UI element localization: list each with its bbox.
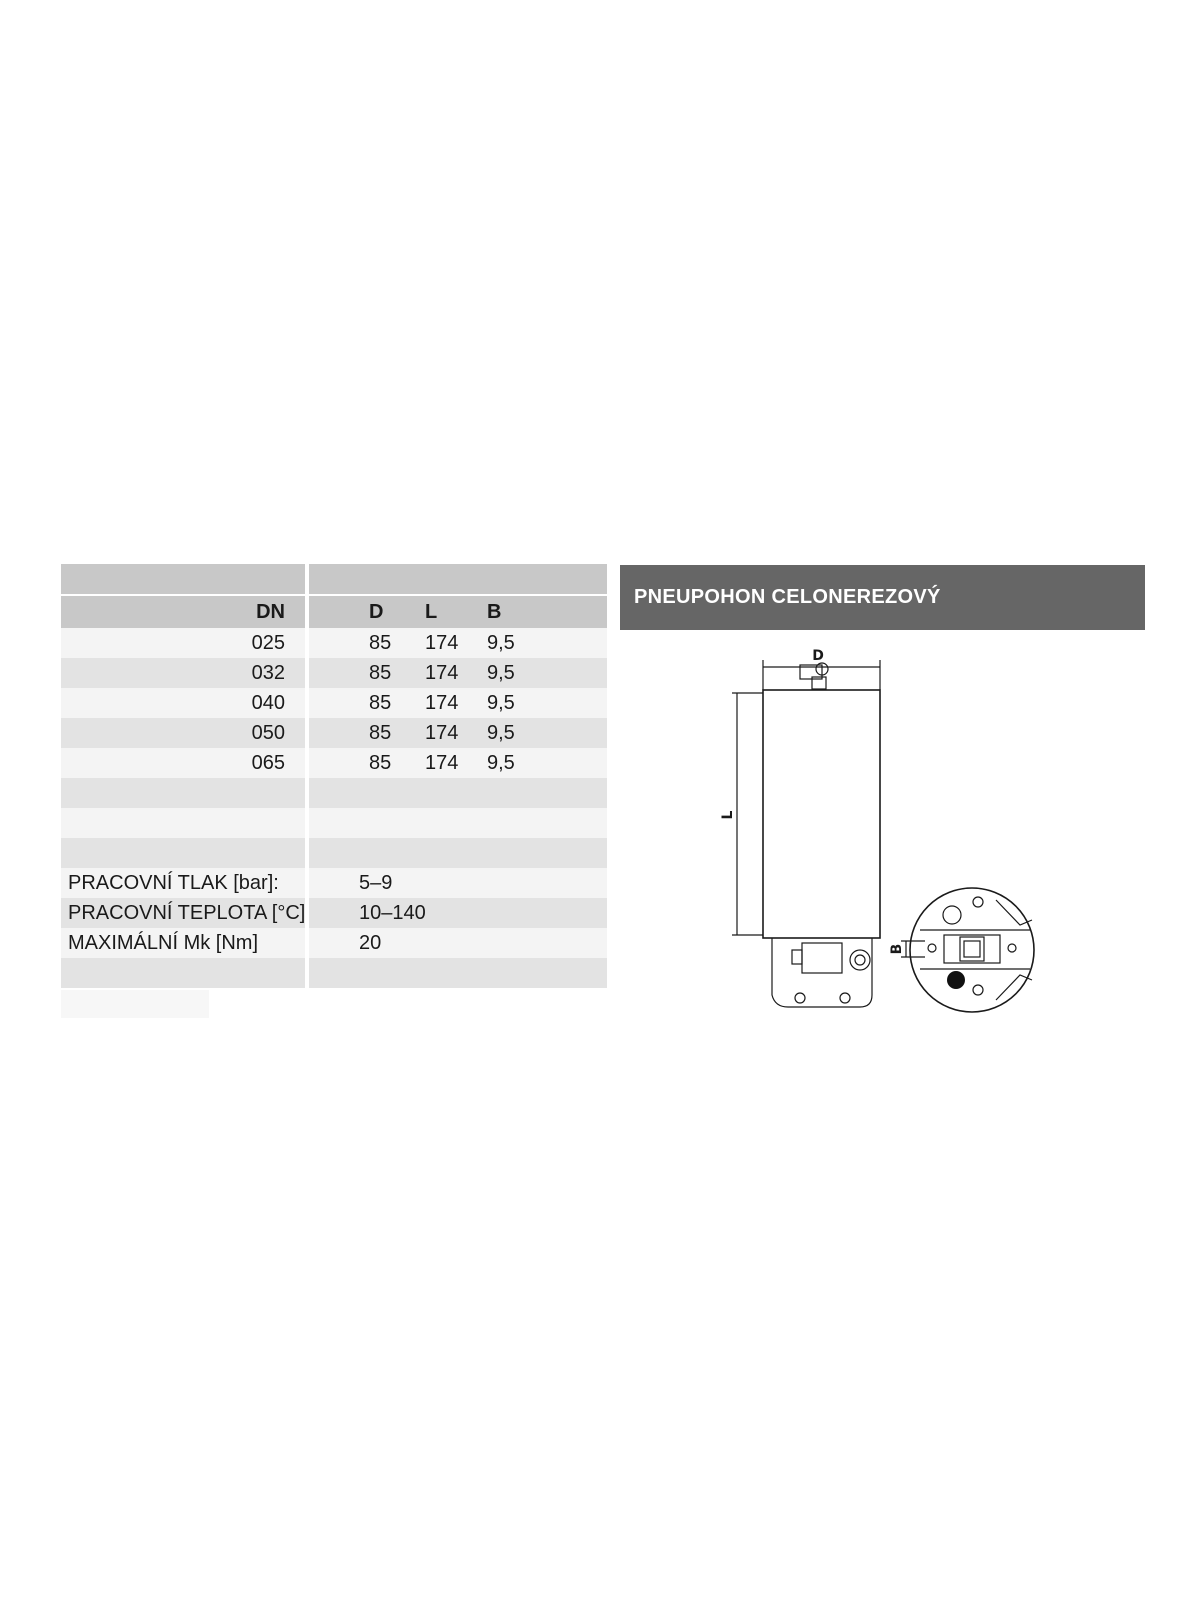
dim-label-b: B: [889, 943, 905, 955]
table-tail-band: [61, 990, 209, 1018]
param-label: MAXIMÁLNÍ Mk [Nm]: [68, 931, 259, 954]
table-empty-row: [61, 808, 607, 838]
param-value: 10–140: [359, 901, 426, 924]
header-l: L: [425, 600, 438, 623]
section-banner: [620, 565, 1145, 630]
cell-b: 9,5: [487, 691, 515, 714]
cell-dn: 040: [251, 691, 285, 714]
param-row: [61, 868, 607, 898]
cell-l: 174: [425, 691, 459, 714]
cell-d: 85: [369, 691, 392, 714]
table-row: [61, 688, 607, 718]
dim-label-l: L: [720, 810, 736, 820]
table-empty-row: [61, 958, 607, 988]
param-value: 5–9: [359, 871, 393, 894]
actuator-drawing: [720, 645, 1070, 1015]
header-b: B: [487, 600, 502, 623]
param-row: [61, 898, 607, 928]
table-empty-row: [61, 838, 607, 868]
cell-l: 174: [425, 751, 459, 774]
cell-l: 174: [425, 631, 459, 654]
table-top-band: [61, 564, 607, 594]
param-row: [61, 928, 607, 958]
cell-l: 174: [425, 721, 459, 744]
cell-b: 9,5: [487, 631, 515, 654]
table-row: [61, 748, 607, 778]
cell-d: 85: [369, 721, 392, 744]
cell-dn: 065: [251, 751, 285, 774]
cell-d: 85: [369, 631, 392, 654]
banner-title: PNEUPOHON CELONEREZOVÝ: [634, 586, 941, 608]
header-dn: DN: [256, 600, 285, 623]
dim-label-d: D: [812, 648, 824, 664]
table-row: [61, 718, 607, 748]
cell-b: 9,5: [487, 751, 515, 774]
cell-b: 9,5: [487, 661, 515, 684]
cell-d: 85: [369, 751, 392, 774]
table-empty-row: [61, 778, 607, 808]
cell-dn: 032: [251, 661, 285, 684]
param-value: 20: [359, 931, 382, 954]
cell-dn: 050: [251, 721, 285, 744]
cell-d: 85: [369, 661, 392, 684]
param-label: PRACOVNÍ TEPLOTA [°C]: [68, 901, 306, 924]
cell-dn: 025: [251, 631, 285, 654]
param-label: PRACOVNÍ TLAK [bar]:: [68, 871, 279, 894]
spec-table: [61, 564, 607, 988]
table-header-row: [61, 596, 607, 628]
table-row: [61, 628, 607, 658]
table-row: [61, 658, 607, 688]
header-d: D: [369, 600, 384, 623]
cell-b: 9,5: [487, 721, 515, 744]
cell-l: 174: [425, 661, 459, 684]
